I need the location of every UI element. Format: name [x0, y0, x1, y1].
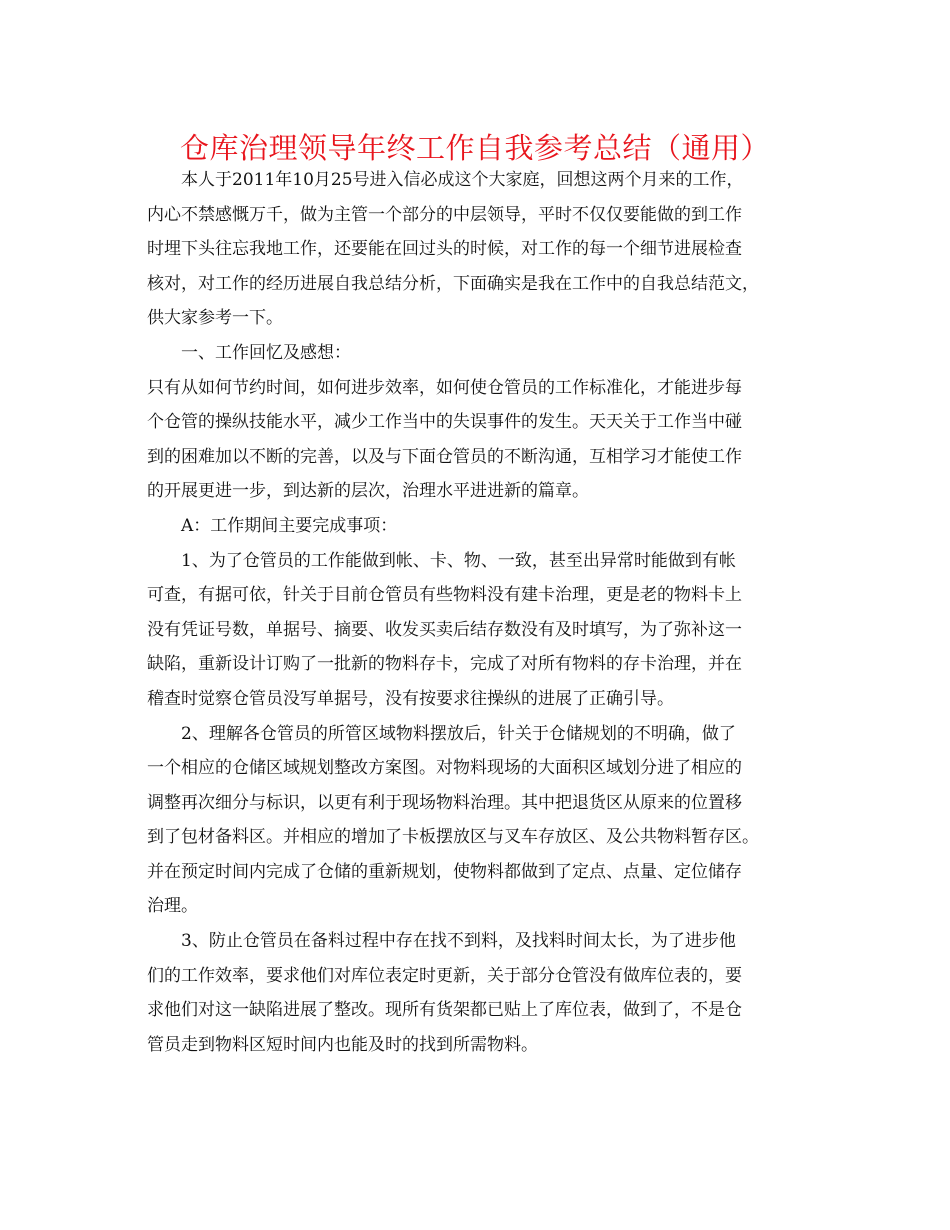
- paragraph-line: 求他们对这一缺陷进展了整改。现所有货架都已贴上了库位表，做到了，不是仓: [147, 1000, 742, 1021]
- paragraph: [147, 717, 807, 925]
- paragraph-line: 一、工作回忆及感想：: [181, 342, 351, 363]
- paragraph: [147, 509, 807, 544]
- paragraph-line: 没有凭证号数，单据号、摘要、收发买卖后结存数没有及时填写，为了弥补这一: [147, 619, 742, 640]
- paragraph-line: 个仓管的操纵技能水平，减少工作当中的失误事件的发生。天天关于工作当中碰: [147, 412, 742, 433]
- paragraph: [147, 336, 807, 371]
- document-body: [147, 163, 807, 1062]
- paragraph-line: 内心不禁感慨万千，做为主管一个部分的中层领导，平时不仅仅要能做的到工作: [147, 204, 742, 225]
- paragraph-line: 只有从如何节约时间，如何进步效率，如何使仓管员的工作标准化，才能进步每: [147, 377, 742, 398]
- paragraph-line: 可查，有据可依，针关于目前仓管员有些物料没有建卡治理，更是老的物料卡上: [147, 585, 742, 606]
- paragraph-line: 治理。: [147, 896, 198, 917]
- paragraph-line: 稽查时觉察仓管员没写单据号，没有按要求往操纵的进展了正确引导。: [147, 688, 674, 709]
- paragraph-line: 2、理解各仓管员的所管区域物料摆放后，针关于仓储规划的不明确，做了: [181, 723, 736, 744]
- paragraph-line: 缺陷，重新设计订购了一批新的物料存卡，完成了对所有物料的存卡治理，并在: [147, 654, 742, 675]
- paragraph-line: 本人于2011年10月25号进入信必成这个大家庭，回想这两个月来的工作，: [181, 170, 744, 190]
- paragraph-line: 时埋下头往忘我地工作，还要能在回过头的时候，对工作的每一个细节进展检查: [147, 239, 742, 260]
- paragraph-line: 核对，对工作的经历进展自我总结分析，下面确实是我在工作中的自我总结范文，: [147, 273, 759, 294]
- paragraph-line: 到的困难加以不断的完善，以及与下面仓管员的不断沟通，互相学习才能使工作: [147, 446, 742, 467]
- paragraph: [147, 544, 807, 717]
- paragraph-line: 并在预定时间内完成了仓储的重新规划，使物料都做到了定点、点量、定位储存: [147, 861, 742, 882]
- paragraph-line: 一个相应的仓储区域规划整改方案图。对物料现场的大面积区域划分进了相应的: [147, 758, 742, 779]
- paragraph-line: 的开展更进一步，到达新的层次，治理水平进进新的篇章。: [147, 481, 589, 502]
- paragraph-line: 管员走到物料区短时间内也能及时的找到所需物料。: [147, 1034, 538, 1055]
- paragraph: [147, 924, 807, 1062]
- paragraph-line: 调整再次细分与标识，以更有利于现场物料治理。其中把退货区从原来的位置移: [147, 792, 742, 813]
- paragraph-line: 1、为了仓管员的工作能做到帐、卡、物、一致，甚至出异常时能做到有帐: [181, 550, 736, 571]
- paragraph-line: 3、防止仓管员在备料过程中存在找不到料，及找料时间太长，为了进步他: [181, 931, 736, 952]
- paragraph: [147, 371, 807, 509]
- paragraph-line: 们的工作效率，要求他们对库位表定时更新，关于部分仓管没有做库位表的，要: [147, 965, 742, 986]
- paragraph: [147, 163, 807, 336]
- paragraph-line: 到了包材备料区。并相应的增加了卡板摆放区与叉车存放区、及公共物料暂存区。: [147, 827, 759, 848]
- paragraph-line: 供大家参考一下。: [147, 308, 283, 329]
- paragraph-line: A：工作期间主要完成事项：: [181, 515, 398, 536]
- document-title: 仓库治理领导年终工作自我参考总结（通用）: [179, 131, 770, 165]
